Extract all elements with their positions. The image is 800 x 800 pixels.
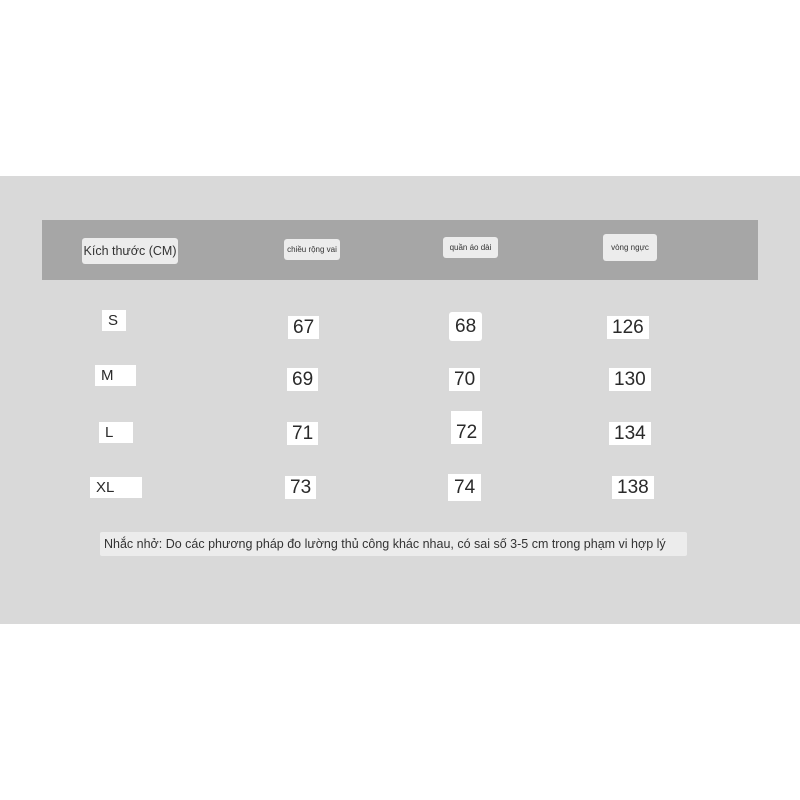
header-length: quần áo dài — [443, 237, 498, 258]
length-m: 70 — [449, 368, 480, 391]
header-shoulder-width: chiều rộng vai — [284, 239, 340, 260]
chest-xl: 138 — [612, 476, 654, 499]
length-l: 72 — [451, 411, 482, 444]
size-label-m: M — [95, 365, 136, 386]
chest-m: 130 — [609, 368, 651, 391]
length-s: 68 — [449, 312, 482, 341]
size-label-s: S — [102, 310, 126, 331]
length-xl: 74 — [448, 474, 481, 501]
shoulder-width-xl: 73 — [285, 476, 316, 499]
measurement-note: Nhắc nhở: Do các phương pháp đo lường thủ công khác nhau, có sai số 3-5 cm trong phạm vi hợp lý — [100, 532, 687, 556]
chest-l: 134 — [609, 422, 651, 445]
shoulder-width-m: 69 — [287, 368, 318, 391]
shoulder-width-s: 67 — [288, 316, 319, 339]
size-label-l: L — [99, 422, 133, 443]
header-chest: vòng ngực — [603, 234, 657, 261]
chest-s: 126 — [607, 316, 649, 339]
size-label-xl: XL — [90, 477, 142, 498]
header-size: Kích thước (CM) — [82, 238, 178, 264]
shoulder-width-l: 71 — [287, 422, 318, 445]
